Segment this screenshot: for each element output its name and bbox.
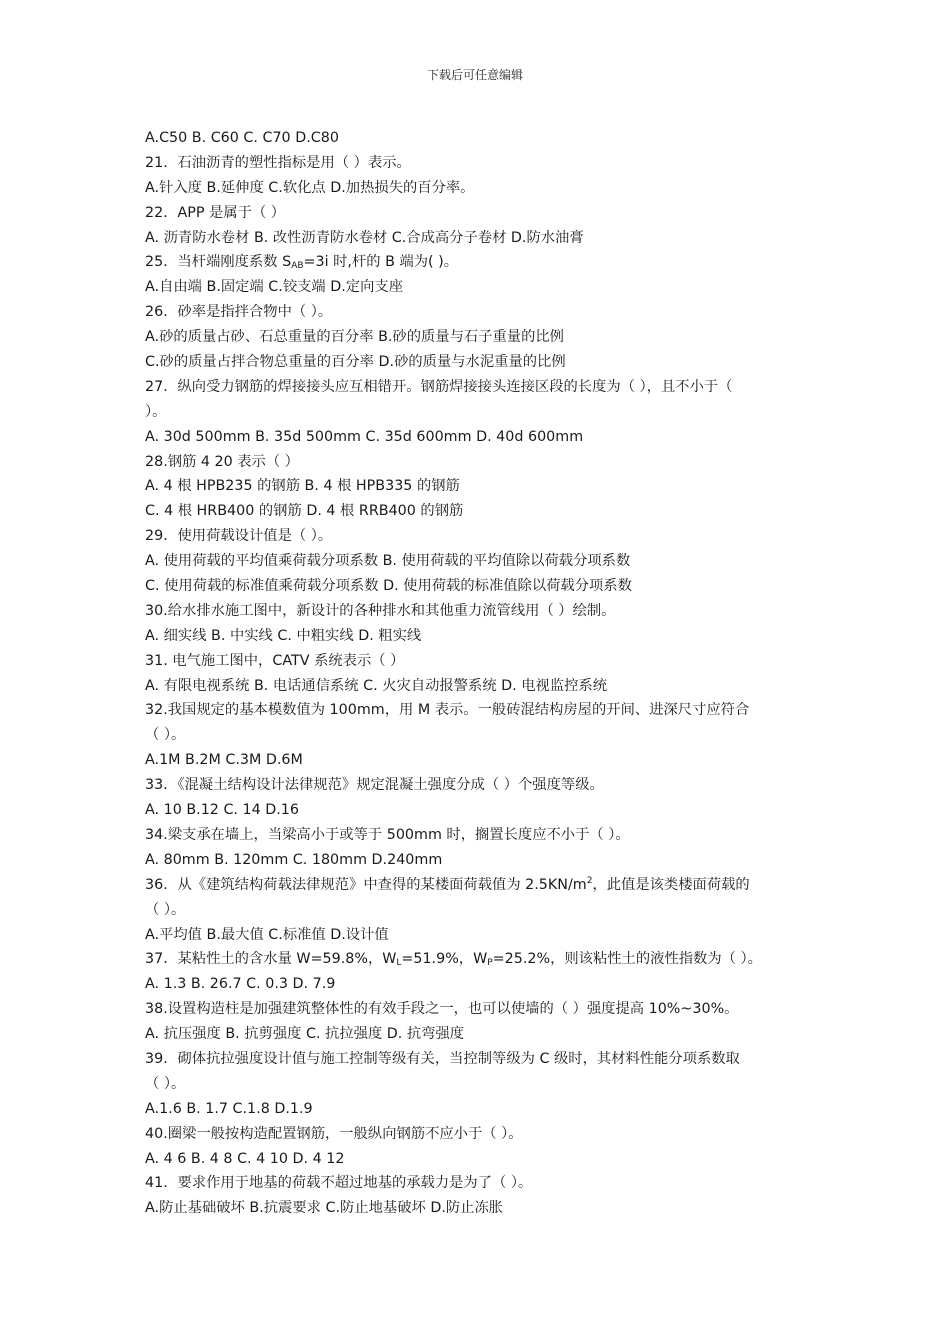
text-line: 33．《混凝土结构设计法律规范》规定混凝土强度分成（ ）个强度等级。 bbox=[145, 777, 604, 794]
text-line: A. 10 B.12 C. 14 D.16 bbox=[145, 802, 299, 819]
text-line: A.平均值 B.最大值 C.标准值 D.设计值 bbox=[145, 926, 389, 943]
text-line: 30.给水排水施工图中，新设计的各种排水和其他重力流管线用（ ）绘制。 bbox=[145, 602, 616, 619]
text-line: 28.钢筋 4 20 表示（ ） bbox=[145, 453, 299, 470]
text-line: （ ）。 bbox=[145, 1075, 186, 1092]
text-line: A. 4 6 B. 4 8 C. 4 10 D. 4 12 bbox=[145, 1150, 345, 1167]
text-line: A. 1.3 B. 26.7 C. 0.3 D. 7.9 bbox=[145, 976, 336, 993]
text-line: A. 30d 500mm B. 35d 500mm C. 35d 600mm D. 40d 600mm bbox=[145, 428, 584, 445]
text-line: 31. 电气施工图中，CATV 系统表示（ ） bbox=[145, 652, 405, 669]
text-line: C. 使用荷载的标准值乘荷载分项系数 D. 使用荷载的标准值除以荷载分项系数 bbox=[145, 578, 632, 595]
text-line: A. 沥青防水卷材 B. 改性沥青防水卷材 C.合成高分子卷材 D.防水油膏 bbox=[145, 229, 584, 246]
text-line: A. 80mm B. 120mm C. 180mm D.240mm bbox=[145, 851, 443, 868]
text-line: 27．纵向受力钢筋的焊接接头应互相错开。钢筋焊接接头连接区段的长度为（ ），且不小于（ bbox=[145, 378, 733, 395]
text-line: 41．要求作用于地基的荷载不超过地基的承载力是为了（ ）。 bbox=[145, 1175, 533, 1192]
text-line: A. 细实线 B. 中实线 C. 中粗实线 D. 粗实线 bbox=[145, 627, 422, 644]
text-line: 29．使用荷载设计值是（ ）。 bbox=[145, 528, 333, 545]
text-line: 38.设置构造柱是加强建筑整体性的有效手段之一，也可以使墙的（ ）强度提高 10%~30%。 bbox=[145, 1001, 739, 1018]
text-line: A.1.6 B. 1.7 C.1.8 D.1.9 bbox=[145, 1100, 313, 1117]
text-line: ）。 bbox=[145, 403, 167, 420]
text-line: （ ）。 bbox=[145, 901, 186, 918]
text-line: 34.梁支承在墙上，当梁高小于或等于 500mm 时，搁置长度应不小于（ ）。 bbox=[145, 826, 630, 843]
text-line: 40.圈梁一般按构造配置钢筋，一般纵向钢筋不应小于（ ）。 bbox=[145, 1125, 523, 1142]
text-line: 32.我国规定的基本模数值为 100mm，用 M 表示。一般砖混结构房屋的开间、进深尺寸应符合 bbox=[145, 702, 750, 719]
text-line: 21．石油沥青的塑性指标是用（ ）表示。 bbox=[145, 154, 411, 171]
text-line: A. 4 根 HPB235 的钢筋 B. 4 根 HPB335 的钢筋 bbox=[145, 478, 460, 495]
text-line: A.自由端 B.固定端 C.铰支端 D.定向支座 bbox=[145, 279, 403, 296]
text-line: （ ）。 bbox=[145, 727, 186, 744]
text-line: 37．某粘性土的含水量 W=59.8%，$W_L=51.9\%$，$W_P=25.2\%$，则该粘性土的液性指数为（ ）。 bbox=[145, 951, 762, 969]
text-line: 36．从《建筑结构荷载法律规范》中查得的某楼面荷载值为 $2.5KN/m^2$，此值是该类楼面荷载的 bbox=[145, 875, 750, 893]
text-line: A.C50 B. C60 C. C70 D.C80 bbox=[145, 130, 339, 146]
text-line: C.砂的质量占拌合物总重量的百分率 D.砂的质量与水泥重量的比例 bbox=[145, 354, 566, 371]
text-line: A.1M B.2M C.3M D.6M bbox=[145, 752, 303, 769]
text-line: A. 使用荷载的平均值乘荷载分项系数 B. 使用荷载的平均值除以荷载分项系数 bbox=[145, 553, 631, 570]
text-line: A. 抗压强度 B. 抗剪强度 C. 抗拉强度 D. 抗弯强度 bbox=[145, 1026, 465, 1043]
text-line: A.防止基础破坏 B.抗震要求 C.防止地基破坏 D.防止冻胀 bbox=[145, 1200, 504, 1217]
document-body bbox=[145, 126, 813, 1221]
text-line: 25．当杆端刚度系数 $S_{AB}=3i$ 时,杆的 B 端为( )。 bbox=[145, 254, 459, 272]
text-line: 22．APP 是属于（ ） bbox=[145, 204, 286, 221]
page-header: 下载后可任意编辑 bbox=[426, 68, 523, 82]
text-line: A.针入度 B.延伸度 C.软化点 D.加热损失的百分率。 bbox=[145, 179, 475, 196]
text-line: 26．砂率是指拌合物中（ ）。 bbox=[145, 304, 333, 321]
text-line: A. 有限电视系统 B. 电话通信系统 C. 火灾自动报警系统 D. 电视监控系统 bbox=[145, 677, 608, 694]
text-line: 39．砌体抗拉强度设计值与施工控制等级有关，当控制等级为 C 级时，其材料性能分项系数取 bbox=[145, 1050, 740, 1067]
text-line: C. 4 根 HRB400 的钢筋 D. 4 根 RRB400 的钢筋 bbox=[145, 503, 464, 520]
text-line: A.砂的质量占砂、石总重量的百分率 B.砂的质量与石子重量的比例 bbox=[145, 329, 564, 346]
